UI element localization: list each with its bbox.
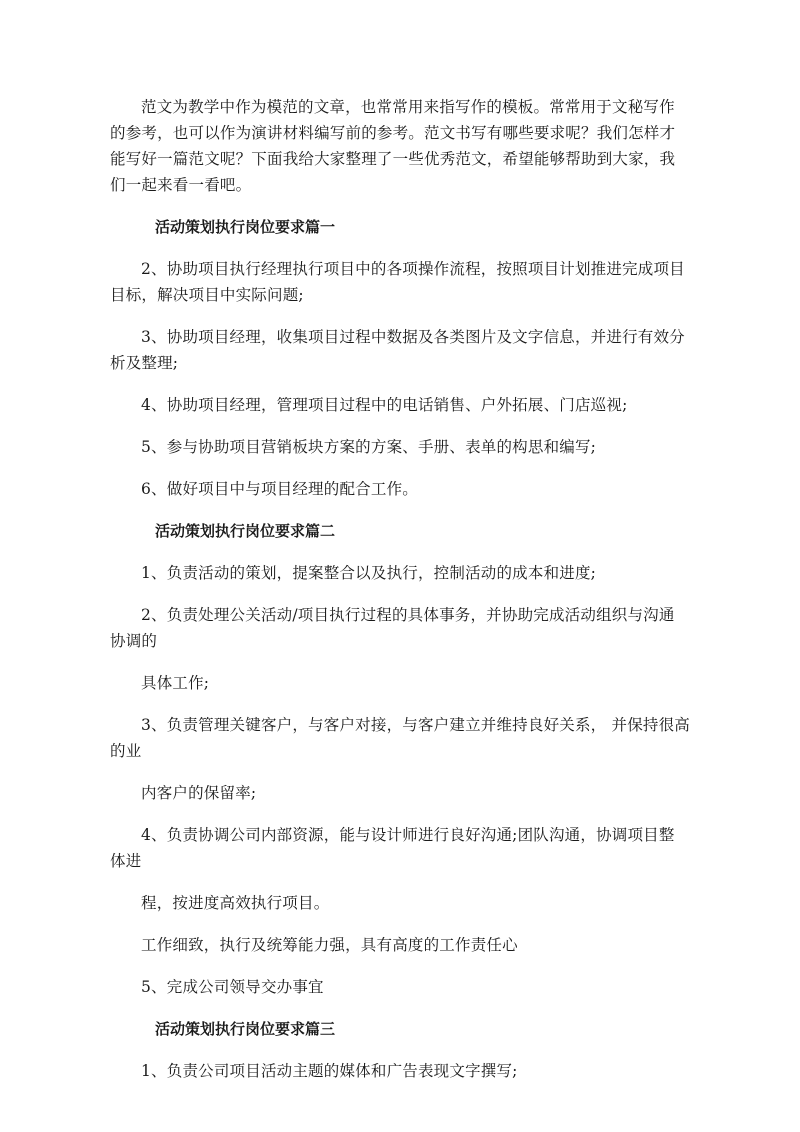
section3-item: 1、负责公司项目活动主题的媒体和广告表现文字撰写; xyxy=(141,1062,518,1080)
section2-item: 具体工作; xyxy=(141,674,210,692)
section2-item: 1、负责活动的策划，提案整合以及执行，控制活动的成本和进度; xyxy=(141,564,597,582)
section1-item: 2、协助项目执行经理执行项目中的各项操作流程，按照项目计划推进完成项目目标，解决项目中实际问题; xyxy=(110,260,685,304)
section2-item: 2、负责处理公关活动/项目执行过程的具体事务，并协助完成活动组织与沟通协调的 xyxy=(110,606,675,650)
section-title-2: 活动策划执行岗位要求篇二 xyxy=(155,522,336,540)
section1-item: 3、协助项目经理，收集项目过程中数据及各类图片及文字信息，并进行有效分析及整理; xyxy=(110,328,685,372)
section2-item: 3、负责管理关键客户，与客户对接，与客户建立并维持良好关系， 并保持很高的业 xyxy=(110,716,690,760)
section2-item: 4、负责协调公司内部资源，能与设计师进行良好沟通;团队沟通，协调项目整体进 xyxy=(110,826,675,870)
section1-item: 4、协助项目经理，管理项目过程中的电话销售、户外拓展、门店巡视; xyxy=(141,396,628,414)
section2-item: 5、完成公司领导交办事宜 xyxy=(141,978,324,996)
section2-item: 内客户的保留率; xyxy=(141,784,257,802)
section2-item: 工作细致，执行及统筹能力强，具有高度的工作责任心 xyxy=(141,936,518,954)
document-page xyxy=(110,94,690,1084)
section1-item: 6、做好项目中与项目经理的配合工作。 xyxy=(141,480,418,498)
section2-item: 程，按进度高效执行项目。 xyxy=(141,894,330,912)
section-title-3: 活动策划执行岗位要求篇三 xyxy=(155,1020,336,1038)
section1-item: 5、参与协助项目营销板块方案的方案、手册、表单的构思和编写; xyxy=(141,438,597,456)
section-title-1: 活动策划执行岗位要求篇一 xyxy=(155,218,336,236)
intro-paragraph: 范文为教学中作为模范的文章，也常常用来指写作的模板。常常用于文秘写作的参考，也可以作为演讲材料编写前的参考。范文书写有哪些要求呢？我们怎样才能写好一篇范文呢？下面我给大家整理了一些优秀范文，希望能够帮助到大家，我们一起来看一看吧。 xyxy=(110,98,676,194)
